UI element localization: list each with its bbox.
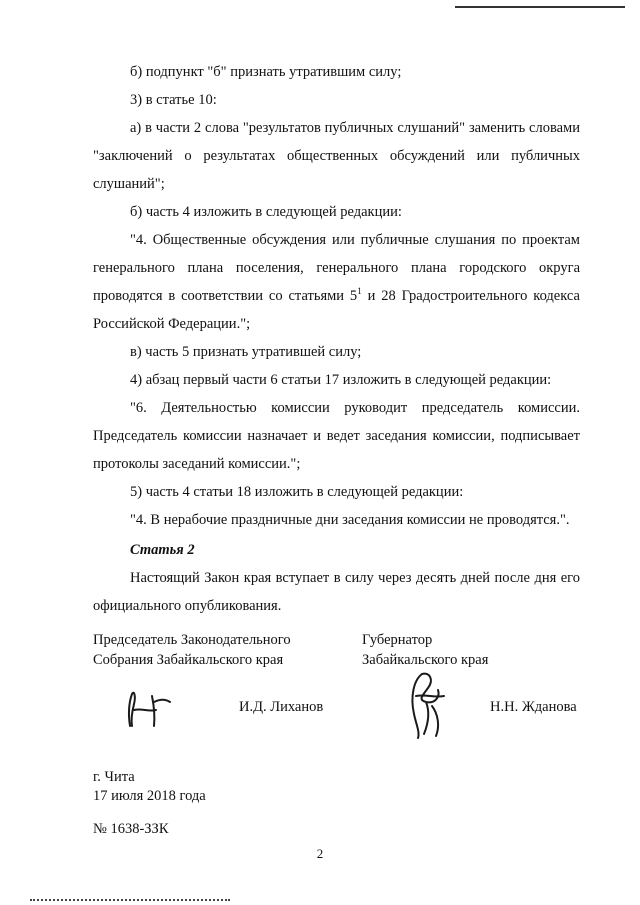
left-signatory-title: [93, 630, 323, 670]
place-date-block: [93, 768, 206, 806]
paragraph-8: "6. Деятельностью комиссии руководит председатель комиссии. Председатель комиссии назначает и ведет заседания комиссии, подписывает протоколы заседаний комиссии.";: [93, 400, 580, 472]
paragraph-7: 4) абзац первый части 6 статьи 17 изложить в следующей редакции:: [130, 372, 552, 388]
paragraph-5-before: "4. Общественные обсуждения или публичные слушания по проектам генерального плана поселения, генерального плана городского округа проводятся в соответствии со статьями 5: [93, 232, 580, 304]
superscript: 1: [357, 286, 362, 297]
document-body: [93, 58, 580, 620]
right-signatory-title: [362, 630, 592, 670]
document-number: № 1638-ЗЗК: [93, 821, 169, 837]
paragraph-5: [93, 226, 580, 338]
left-handwritten-signature: [118, 686, 178, 732]
top-rule: [455, 6, 625, 8]
left-title-line2: Собрания Забайкальского края: [93, 652, 284, 668]
bottom-rule: [30, 899, 230, 901]
right-signatory-name: Н.Н. Жданова: [490, 699, 577, 715]
paragraph-1: б) подпункт "б" признать утратившим силу;: [130, 64, 402, 80]
left-signatory-name: И.Д. Лиханов: [239, 699, 324, 715]
right-title-line1: Губернатор: [362, 632, 433, 648]
paragraph-3: а) в части 2 слова "результатов публичных слушаний" заменить словами "заключений о результатах общественных обсуждений или публичных слушаний";: [93, 120, 580, 192]
article-heading: Статья 2: [130, 542, 195, 558]
page-number: 2: [316, 846, 324, 861]
paragraph-6: в) часть 5 признать утратившей силу;: [130, 344, 362, 360]
right-handwritten-signature: [400, 666, 456, 742]
paragraph-9: 5) часть 4 статьи 18 изложить в следующей редакции:: [130, 484, 464, 500]
right-title-line2: Забайкальского края: [362, 652, 489, 668]
paragraph-5-after: и 28 Градостроительного кодекса Российской Федерации.";: [93, 288, 580, 332]
place: г. Чита: [93, 769, 135, 785]
paragraph-10: "4. В нерабочие праздничные дни заседания комиссии не проводятся.".: [130, 512, 570, 528]
paragraph-2: 3) в статье 10:: [130, 92, 217, 108]
article-text: Настоящий Закон края вступает в силу через десять дней после дня его официального опубликования.: [93, 570, 580, 614]
paragraph-4: б) часть 4 изложить в следующей редакции:: [130, 204, 402, 220]
date: 17 июля 2018 года: [93, 788, 206, 804]
left-title-line1: Председатель Законодательного: [93, 632, 291, 648]
